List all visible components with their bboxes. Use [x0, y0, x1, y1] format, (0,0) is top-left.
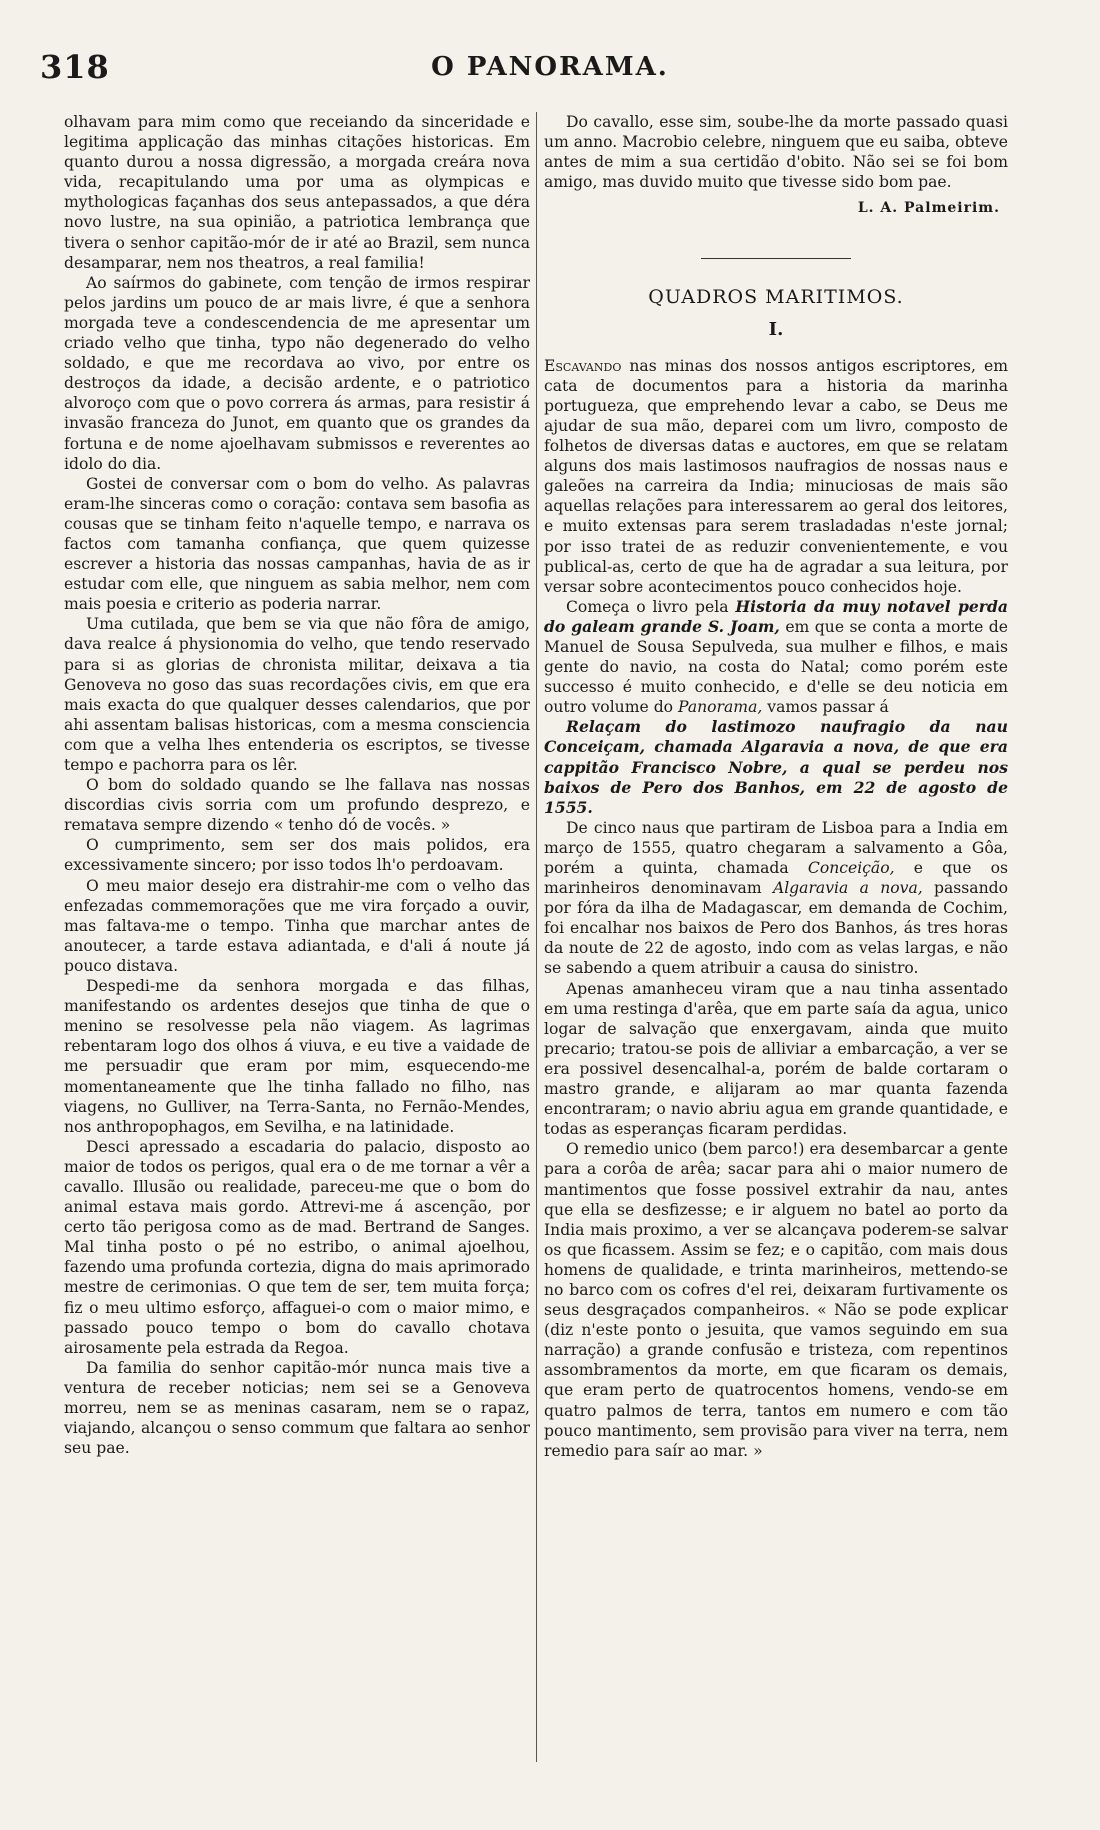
paragraph: Uma cutilada, que bem se via que não fôra de amigo, dava realce á physionomia do velho, que tendo reservado para si as glorias de chronista militar, deixava a tia Genoveva no goso das suas recordações civis, em que era mais exacta do que qualquer desses calendarios, que por ahi assentam balisas historicas, com a mesma consciencia com que a velha lhes entenderia os escriptos, se tivesse tempo e pachorra para os lêr. — [64, 615, 530, 774]
book-title: Historia da muy notavel perda do galeam grande S. Joam, — [544, 596, 1009, 636]
journal-title: O PANORAMA. — [431, 52, 669, 82]
page-number: 318 — [40, 48, 110, 86]
paragraph: O remedio unico (bem parco!) era desembarcar a gente para a corôa de arêa; sacar para ahi o maior numero de mantimentos que fosse possivel extrahir da nau, antes que ella se desfizesse; e ir alguem no batel ao porto da India mais proximo, a ver se alcançava poderem-se salvar os que ficassem. Assim se fez; e o capitão, com mais dous homens de qualidade, e trinta marinheiros, mettendo-se no barco com os cofres d'el rei, deixaram furtivamente os seus desgraçados companheiros. « Não se pode explicar (diz n'este ponto o jesuita, que vamos seguindo em sua narração) a grande confusão e tristeza, com repentinos assombramentos da morte, em que ficaram os demais, que eram perto de quatrocentos homens, vendo-se em quatro palmos de terra, tantos em numero e com tão pouco mantimento, sem provisão para viver na terra, nem remedio para saír ao mar. » — [544, 1140, 1008, 1460]
left-column — [64, 112, 530, 1458]
paragraph-text: nas minas dos nossos antigos escriptores, em cata de documentos para a historia da marinha portugueza, que emprehendo levar a cabo, se Deus me ajudar de sua mão, deparei com um livro, composto de folhetos de diversas datas e auctores, em que se relatam alguns dos mais lastimosos naufragios de nossas naus e galeões na carreira da India; minuciosas de mais são aquellas relações para interessarem ao geral dos leitores, e muito extensas para serem trasladadas n'este jornal; por isso tratei de as reduzir convenientemente, e vou publical-as, certo de que ha de agradar a sua leitura, por versar sobre acontecimentos pouco conhecidos hoje. — [544, 356, 1008, 596]
paragraph: Gostei de conversar com o bom do velho. As palavras eram-lhe sinceras como o coração: contava sem basofia as cousas que se tinham feito n'aquelle tempo, e narrava os factos com tamanha confiança, que quem quizesse escrever a historia das nossas campanhas, havia de as ir estudar com elle, que ninguem as sabia melhor, nem com mais poesia e criterio as poderia narrar. — [64, 474, 530, 614]
paragraph-text: passando por fóra da ilha de Madagascar, em demanda de Cochim, foi encalhar nos baixos de Pero dos Banhos, ás tres horas da noute de 22 de agosto, indo com as velas largas, e não se sabendo a quem atribuir a causa do sinistro. — [544, 879, 1009, 978]
column-divider — [536, 112, 537, 1762]
paragraph: Ao saírmos do gabinete, com tenção de irmos respirar pelos jardins um pouco de ar mais livre, é que a senhora morgada teve a condescendencia de me apresentar um criado velho que tinha, typo não degenerado do velho soldado, e que me recordava ao vivo, por entre os destroços da idade, a decisão ardente, e o patriotico alvoroço com que o povo correra ás armas, para resistir á invasão franceza do Junot, em quanto que os grandes da fortuna e de nome ajoelhavam submissos e reverentes ao idolo do dia. — [64, 273, 530, 473]
paragraph: Da familia do senhor capitão-mór nunca mais tive a ventura de receber noticias; nem sei se a Genoveva morreu, nem se as meninas casaram, nem se o rapaz, viajando, alcançou o senso commum que faltara ao senhor seu pae. — [64, 1358, 530, 1458]
section-separator — [701, 258, 851, 259]
paragraph: O meu maior desejo era distrahir-me com o velho das enfezadas commemorações que me vira forçado a ouvir, mas faltava-me o tempo. Tinha que marchar antes de anoutecer, a tarde estava adiantada, e d'ali á noute já pouco distava. — [64, 876, 530, 975]
paragraph-text: vamos passar á — [762, 698, 889, 717]
author-signature: L. A. Palmeirim. — [857, 200, 1000, 217]
paragraph: O cumprimento, sem ser dos mais polidos, era excessivamente sincero; por isso todos lh'o perdoavam. — [64, 836, 530, 875]
ship-nickname: Algaravia a nova, — [772, 879, 923, 898]
paragraph-text: De cinco naus que partiram de Lisboa para a India em março de 1555, quatro chegaram a salvamento a Gôa, porém a quinta, chamada — [544, 818, 1008, 877]
paragraph-text: Começa o livro pela — [566, 597, 736, 616]
paragraph: Do cavallo, esse sim, soube-lhe da morte passado quasi um anno. Macrobio celebre, ninguem que eu saiba, obteve antes de mim a sua certidão d'obito. Não sei se foi bom amigo, mas duvido muito que tivesse sido bom pae. — [544, 113, 1008, 192]
paragraph-text: em que se conta a morte de Manuel de Sousa Sepulveda, sua mulher e filhos, e mais gente do navio, na costa do Natal; como porém este successo é muito conhecido, e d'elle se deu noticia em outro volume do — [544, 617, 1008, 717]
section-title: QUADROS MARITIMOS. — [648, 286, 904, 309]
paragraph: Desci apressado a escadaria do palacio, disposto ao maior de todos os perigos, qual era o de me tornar a vêr a cavallo. Illusão ou realidade, pareceu-me que o bom do animal estava mais gordo. Attrevi-me á ascenção, por certo tão perigosa como as de mad. Bertrand de Sanges. Mal tinha posto o pé no estribo, o animal ajoelhou, fazendo uma profunda cortezia, digna do mais aprimorado mestre de cerimonias. O que tem de ser, tem muita força; fiz o meu ultimo esforço, affaguei-o com o maior mimo, e passado pouco tempo o bom do cavallo chotava airosamente pela estrada da Regoa. — [64, 1137, 530, 1357]
paragraph: O bom do soldado quando se lhe fallava nas nossas discordias civis sorria com um profundo desprezo, e rematava sempre dizendo « tenho dó de vocês. » — [64, 776, 530, 835]
paragraph-text: e que os marinheiros denominavam — [544, 859, 1008, 898]
journal-reference: Panorama, — [678, 698, 763, 717]
paragraph — [544, 356, 1008, 597]
relation-title: Relaçam do lastimozo naufragio da nau Conceiçam, chamada Algaravia a nova, de que era cappitão Francisco Nobre, a qual se perdeu nos baixos de Pero dos Banhos, em 22 de agosto de 1555. — [544, 717, 1008, 817]
section-number: I. — [768, 318, 784, 340]
paragraph: Apenas amanheceu viram que a nau tinha assentado em uma restinga d'arêa, que em parte saía da agua, unico logar de salvação que enxergavam, ainda que muito precario; tratou-se pois de alliviar a embarcação, a ver se era possivel desencalhal-a, porém de balde cortaram o mastro grande, e alijaram ao mar quanta fazenda encontraram; o navio abriu agua em grande quantidade, e todas as esperanças ficaram perdidas. — [544, 979, 1008, 1139]
lead-word: Escavando — [544, 356, 622, 375]
ship-name: Conceição, — [807, 859, 895, 877]
paragraph: Despedi-me da senhora morgada e das filhas, manifestando os ardentes desejos que tinha de que o menino se resolvesse pela não viagem. As lagrimas rebentaram logo dos olhos á viuva, e eu tive a vaidade de me persuadir que eram por mim, esquecendo-me momentaneamente que lhe tinha fallado no filho, nas viagens, no Gulliver, na Terra-Santa, no Fernão-Mendes, nos anthropophagos, em Sevilha, e na latinidade. — [64, 977, 530, 1136]
page-header — [40, 48, 1060, 88]
right-column — [544, 112, 1008, 1461]
paragraph — [544, 597, 1008, 718]
paragraph — [544, 818, 1008, 979]
paragraph: olhavam para mim como que receiando da sinceridade e legitima applicação das minhas citações historicas. Em quanto durou a nossa digressão, a morgada creára nova vida, recapitulando uma por uma as olympicas e mythologicas façanhas dos seus antepassados, a que déra novo lustre, na sua opinião, a patriotica lembrança que tivera o senhor capitão-mór de ir até ao Brazil, sem nunca desamparar, nem nos theatros, a real familia! — [64, 113, 530, 272]
